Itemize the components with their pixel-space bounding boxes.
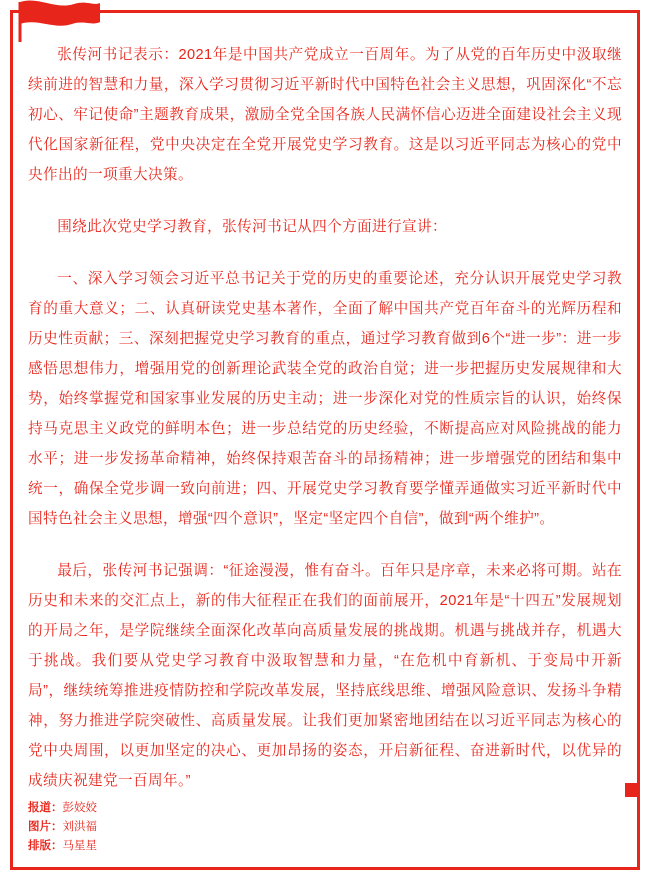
red-flag-icon [12,0,102,44]
credit-label-reporter: 报道： [28,802,63,814]
credit-row [28,799,428,818]
red-square-decoration [625,783,639,797]
credits-block [28,799,428,856]
credit-label-layout: 排版： [28,840,63,852]
border-top [10,10,640,13]
article-body [28,40,622,818]
credit-value-photo: 刘洪福 [62,821,97,833]
paragraph-3: 一、深入学习领会习近平总书记关于党的历史的重要论述，充分认识开展党史学习教育的重大意义；二、认真研读党史基本著作，全面了解中国共产党百年奋斗的光辉历程和历史性贡献；三、深刻把握党史学习教育的重点，通过学习教育做到6个“进一步”：进一步感悟思想伟力，增强用党的创新理论武装全党的政治自觉；进一步把握历史发展规律和大势，始终掌握党和国家事业发展的历史主动；进一步深化对党的性质宗旨的认识，始终保持马克思主义政党的鲜明本色；进一步总结党的历史经验，不断提高应对风险挑战的能力水平；进一步发扬革命精神，始终保持艰苦奋斗的昂扬精神；进一步增强党的团结和集中统一，确保全党步调一致向前进；四、开展党史学习教育要学懂弄通做实习近平新时代中国特色社会主义思想，增强“四个意识”，坚定“坚定四个自信”，做到“两个维护”。 [28,271,622,527]
credit-value-layout: 马星星 [62,840,97,852]
border-left [10,10,13,870]
credit-value-reporter: 彭姣姣 [62,802,97,814]
credit-row [28,818,428,837]
border-bottom [10,867,640,870]
paragraph-4: 最后，张传河书记强调：“征途漫漫，惟有奋斗。百年只是序章，未来必将可期。站在历史和未来的交汇点上，新的伟大征程正在我们的面前展开，2021年是“十四五”发展规划的开局之年，是学院继续全面深化改革向高质量发展的挑战期。机遇与挑战并存，机遇大于挑战。我们要从党史学习教育中汲取智慧和力量，“在危机中育新机、于变局中开新局”，继续统筹推进疫情防控和学院改革发展，坚持底线思维、增强风险意识、发扬斗争精神，努力推进学院突破性、高质量发展。让我们更加紧密地团结在以习近平同志为核心的党中央周围，以更加坚定的决心、更加昂扬的姿态，开启新征程、奋进新时代，以优异的成绩庆祝建党一百周年。” [28,563,622,789]
credit-row [28,837,428,856]
paragraph-1: 张传河书记表示：2021年是中国共产党成立一百周年。为了从党的百年历史中汲取继续前进的智慧和力量，深入学习贯彻习近平新时代中国特色社会主义思想，巩固深化“不忘初心、牢记使命”主题教育成果，激励全党全国各族人民满怀信心迈进全面建设社会主义现代化国家新征程，党中央决定在全党开展党史学习教育。这是以习近平同志为核心的党中央作出的一项重大决策。 [28,47,622,183]
border-right [637,10,640,870]
credit-label-photo: 图片： [28,821,63,833]
paragraph-2: 围绕此次党史学习教育，张传河书记从四个方面进行宣讲： [57,219,448,235]
